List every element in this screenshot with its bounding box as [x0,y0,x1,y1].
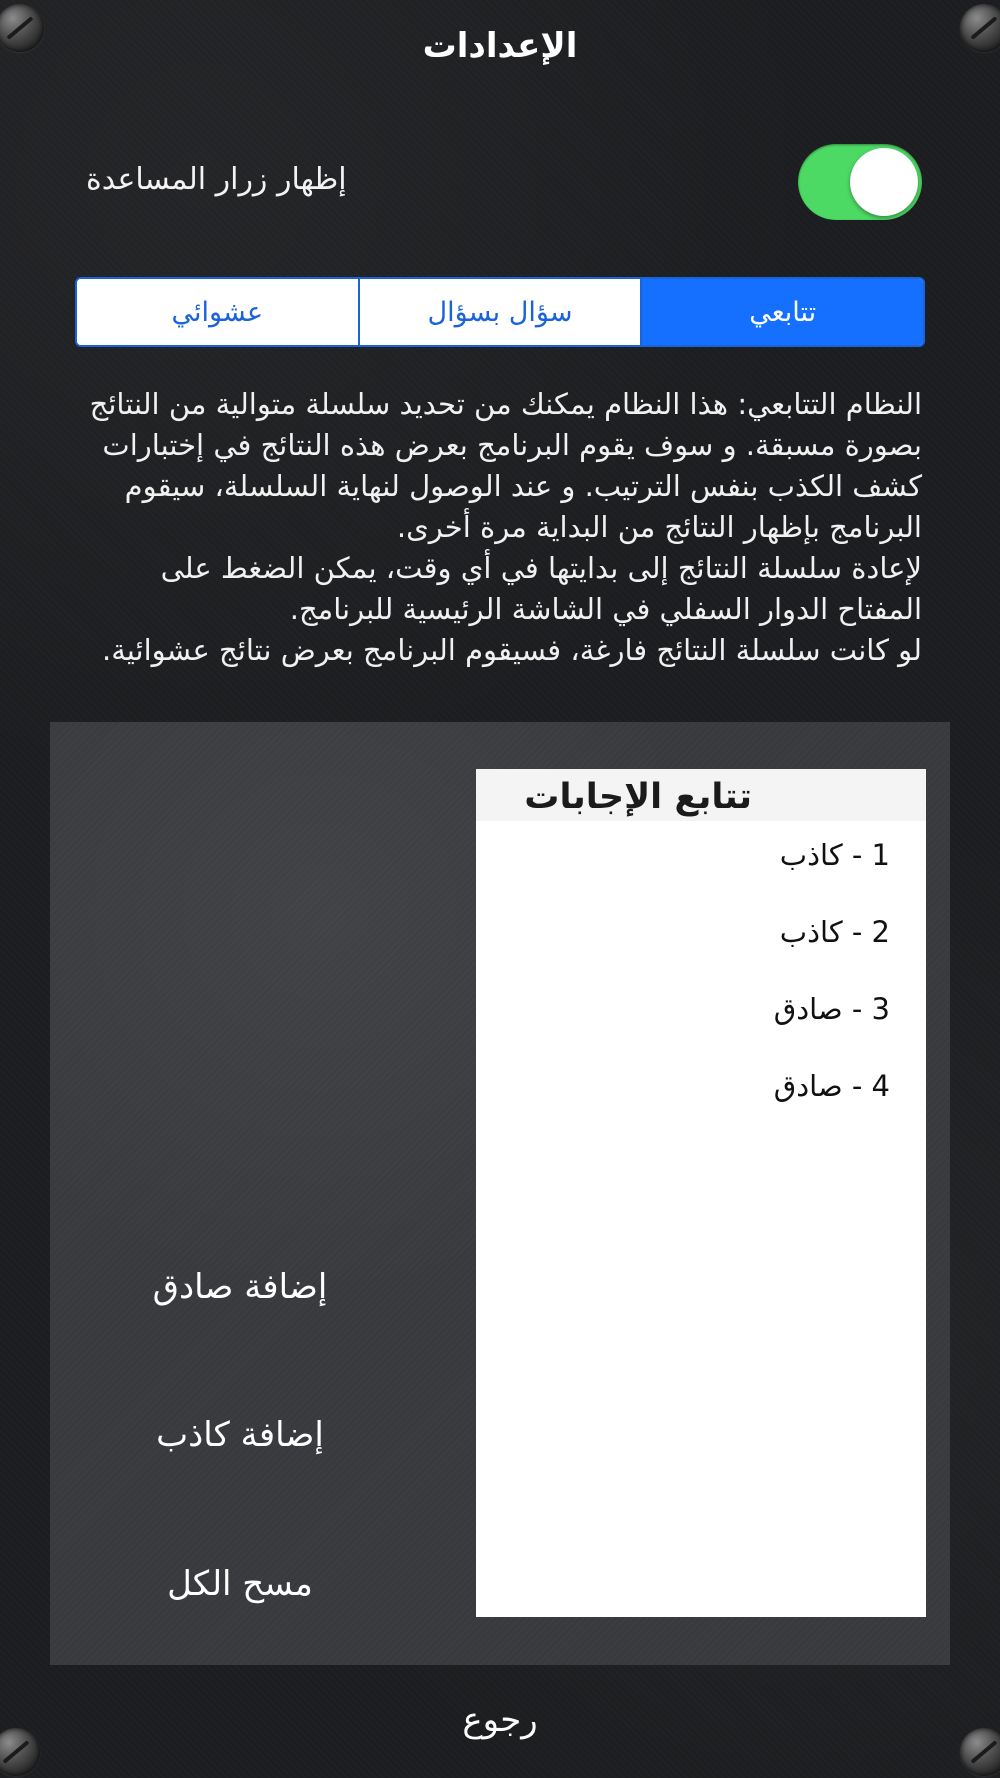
mode-description [78,384,922,671]
description-paragraph: النظام التتابعي: هذا النظام يمكنك من تحديد سلسلة متوالية من النتائج بصورة مسبقة. و سوف يقوم البرنامج بعرض هذه النتائج في إختبارات كشف الكذب بنفس الترتيب. و عند الوصول لنهاية السلسلة، سيقوم البرنامج بإظهار النتائج من البداية مرة أخرى. [89,387,922,544]
answer-sequence-list[interactable] [476,769,926,1617]
answer-sequence-items [476,829,926,1137]
page-title: الإعدادات [422,26,578,66]
description-paragraph: لإعادة سلسلة النتائج إلى بدايتها في أي وقت، يمكن الضغط على المفتاح الدوار السفلي في الشاشة الرئيسية للبرنامج. [160,551,922,626]
clear-all-button[interactable]: مسح الكل [167,1564,313,1604]
help-button-toggle[interactable] [798,144,922,220]
answer-sequence-header: تتابع الإجابات [476,769,926,821]
segment-question-by-question[interactable]: سؤال بسؤال [360,279,643,345]
list-item[interactable]: 1 - كاذب [779,838,890,872]
help-button-toggle-label: إظهار زرار المساعدة [86,162,347,197]
list-item[interactable]: 2 - كاذب [779,915,890,949]
description-paragraph: لو كانت سلسلة النتائج فارغة، فسيقوم البرنامج بعرض نتائج عشوائية. [102,633,922,667]
help-button-setting-row [78,142,922,222]
sequence-panel [50,722,950,1665]
add-true-button[interactable]: إضافة صادق [152,1267,328,1307]
mode-segmented-control [75,277,925,347]
sequence-actions [50,722,470,1665]
segment-random[interactable]: عشوائي [77,279,360,345]
add-false-button[interactable]: إضافة كاذب [156,1415,324,1455]
list-item[interactable]: 4 - صادق [773,1069,890,1103]
list-item[interactable]: 3 - صادق [773,992,890,1026]
toggle-knob[interactable] [850,148,918,216]
back-button[interactable]: رجوع [462,1700,538,1740]
segment-sequential[interactable]: تتابعي [642,279,923,345]
